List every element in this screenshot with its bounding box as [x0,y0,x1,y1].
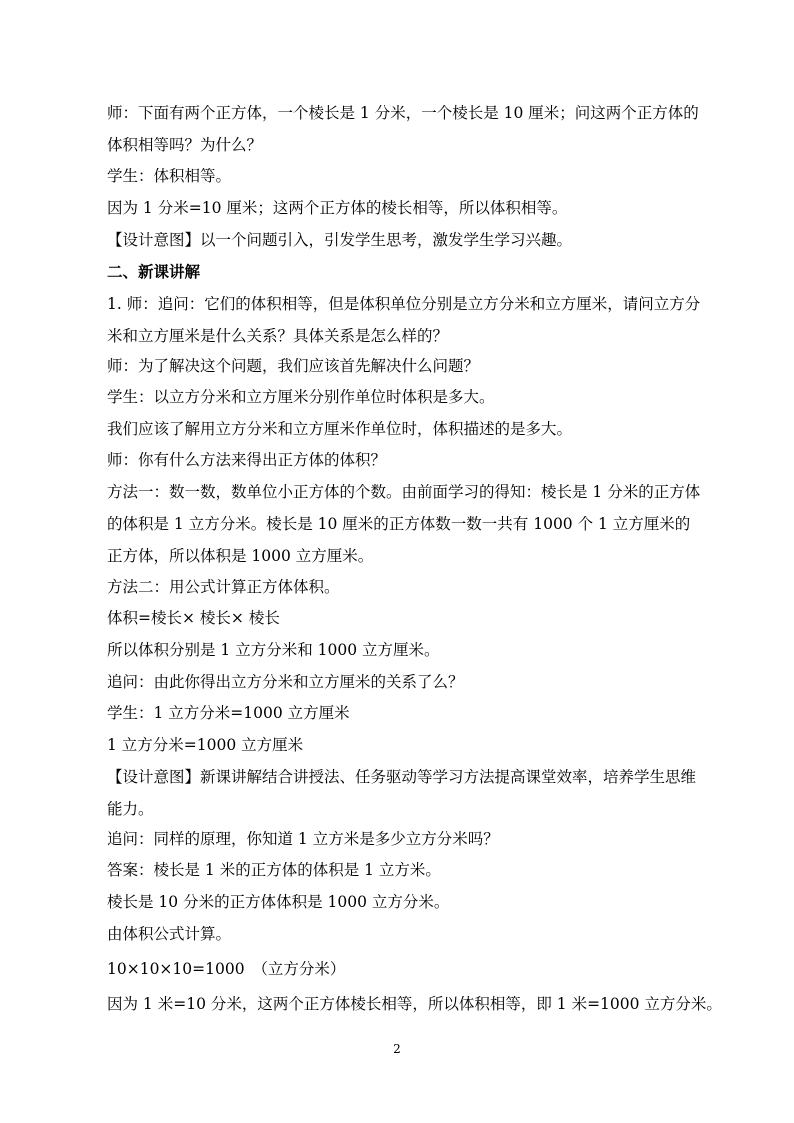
paragraph-teacher-method: 师：你有什么方法来得出正方体的体积？ [107,451,387,469]
paragraph-answer: 答案：棱长是 1 米的正方体的体积是 1 立方米。 [107,861,441,879]
paragraph-method-one: 方法一：数一数，数单位小正方体的个数。由前面学习的得知：棱长是 1 分米的正方体的体积是 1 立方分米。棱长是 10 厘米的正方体数一数一共有 1000 个 1 立方厘米的正方体，所以体积是 1000 立方厘米。 [107,483,701,565]
paragraph-follow-up-question: 1. 师：追问：它们的体积相等，但是体积单位分别是立方分米和立方厘米，请问立方分米和立方厘米是什么关系？具体关系是怎么样的？ [107,295,701,345]
paragraph-student-answer: 学生：体积相等。 [107,167,232,185]
paragraph-ten-decimeter: 棱长是 10 分米的正方体体积是 1000 立方分米。 [107,893,450,911]
paragraph-relation: 1 立方分米=1000 立方厘米 [107,736,304,754]
paragraph-calculation: 10×10×10=1000 （立方分米） [107,960,346,978]
paragraph-teacher-question: 师：下面有两个正方体，一个棱长是 1 分米，一个棱长是 10 厘米；问这两个正方体的体积相等吗？为什么？ [107,104,699,154]
paragraph-student-volume: 学生：以立方分米和立方厘米分别作单位时体积是多大。 [107,388,495,406]
paragraph-volume-formula: 体积=棱长× 棱长× 棱长 [107,609,280,627]
page-number: 2 [393,1042,401,1056]
paragraph-teacher-problem: 师：为了解决这个问题，我们应该首先解决什么问题？ [107,357,480,375]
paragraph-design-intent-1: 【设计意图】以一个问题引入，引发学生思考，激发学生学习兴趣。 [107,231,573,249]
paragraph-relation-question: 追问：由此你得出立方分米和立方厘米的关系了么？ [107,673,464,691]
section-heading: 二、新课讲解 [107,262,201,281]
paragraph-cubic-meter-question: 追问：同样的原理，你知道 1 立方米是多少立方分米吗？ [107,830,499,848]
paragraph-volume-result: 所以体积分别是 1 立方分米和 1000 立方厘米。 [107,641,440,659]
paragraph-design-intent-2: 【设计意图】新课讲解结合讲授法、任务驱动等学习方法提高课堂效率，培养学生思维能力。 [107,768,697,818]
paragraph-formula-calc: 由体积公式计算。 [107,925,232,943]
paragraph-reason: 因为 1 分米=10 厘米；这两个正方体的棱长相等，所以体积相等。 [107,199,568,217]
paragraph-method-two: 方法二：用公式计算正方体体积。 [107,578,340,596]
paragraph-conclusion: 因为 1 米=10 分米，这两个正方体棱长相等，所以体积相等，即 1 米=1000 立方分米。 [107,995,722,1013]
paragraph-understanding: 我们应该了解用立方分米和立方厘米作单位时，体积描述的是多大。 [107,420,573,438]
paragraph-student-relation: 学生：1 立方分米=1000 立方厘米 [107,704,350,722]
